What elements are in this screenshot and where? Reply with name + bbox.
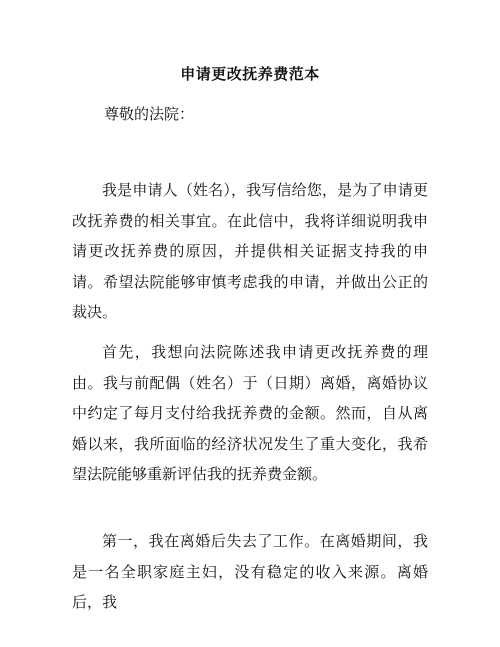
paragraph-1: 我是申请人（姓名），我写信给您，是为了申请更改抚养费的相关事宜。在此信中，我将详细说明我申请更改抚养费的原因，并提供相关证据支持我的申请。希望法院能够审慎考虑我的申请，并做出公正的裁决。 [72, 181, 428, 321]
paragraph-2: 首先，我想向法院陈述我申请更改抚养费的理由。我与前配偶（姓名）于（日期）离婚，离婚协议中约定了每月支付给我抚养费的金额。然而，自从离婚以来，我所面临的经济状况发生了重大变化，我希望法院能够重新评估我的抚养费金额。 [72, 343, 428, 483]
paragraph-3: 第一，我在离婚后失去了工作。在离婚期间，我是一名全职家庭主妇，没有稳定的收入来源。离婚后，我 [72, 532, 428, 611]
document-title: 申请更改抚养费范本 [180, 65, 320, 83]
salutation: 尊敬的法院： [104, 105, 195, 123]
